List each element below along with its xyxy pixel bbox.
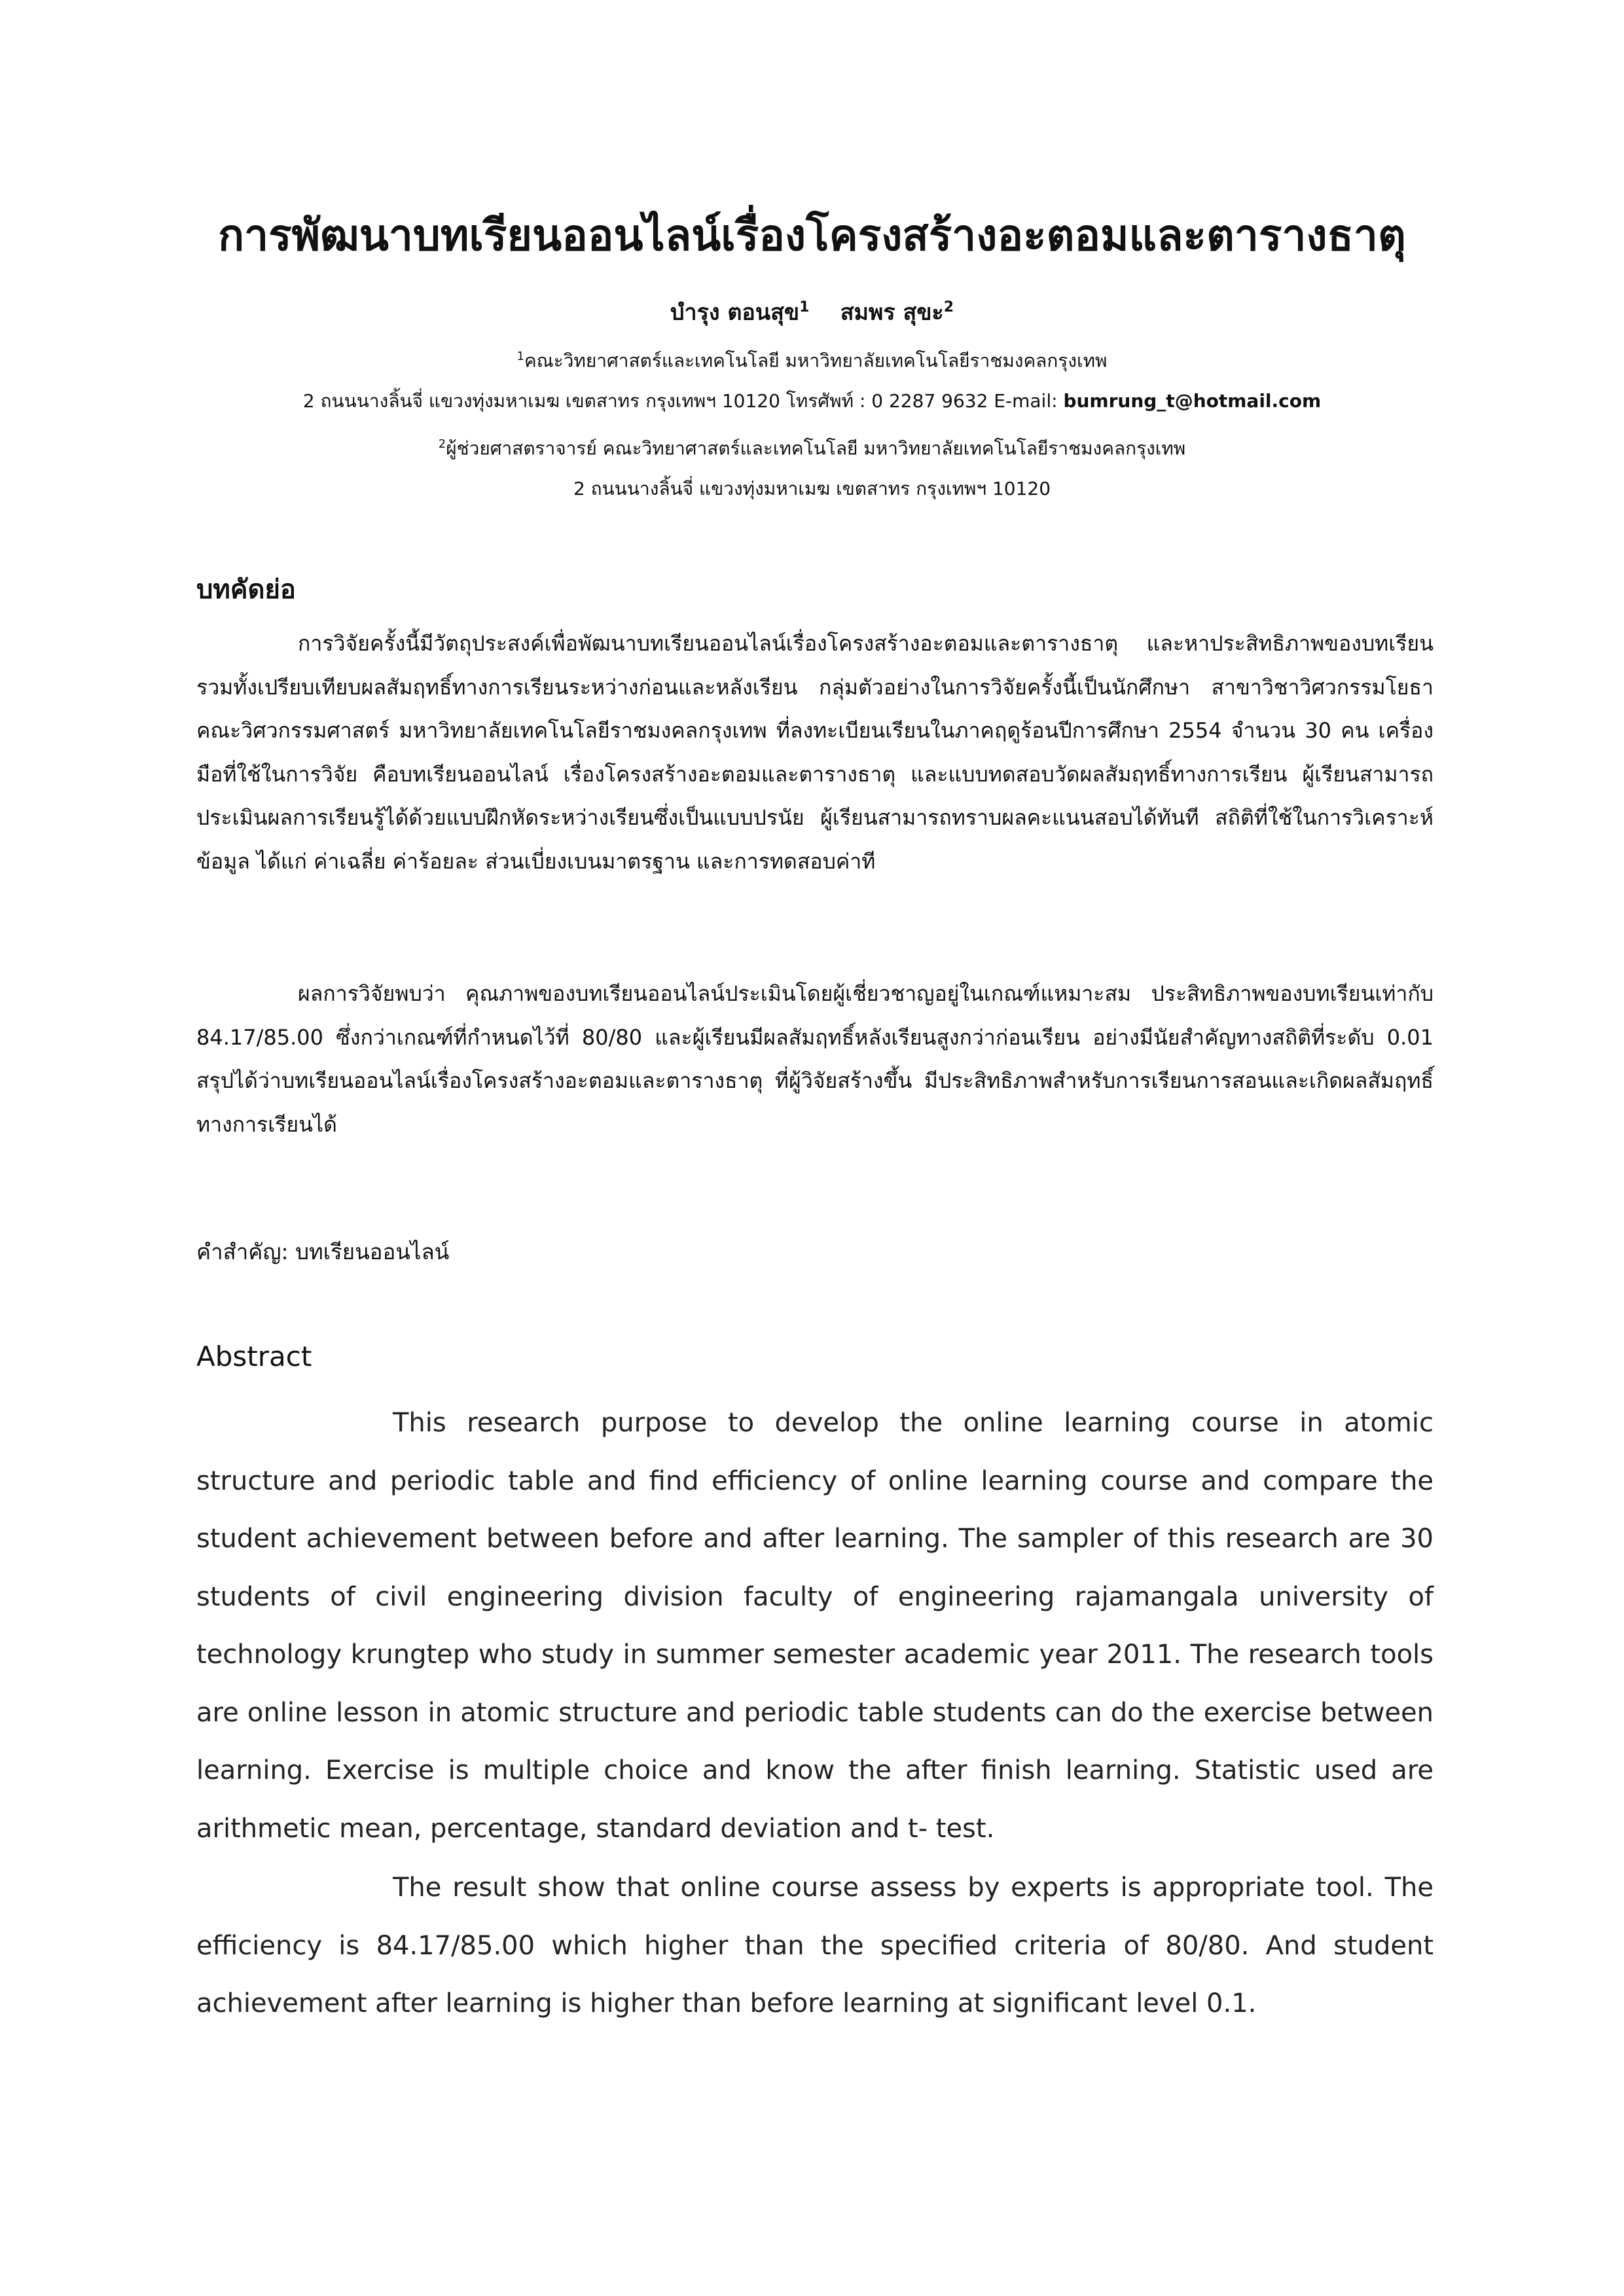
affiliation-1-superscript: 1 <box>516 350 524 363</box>
author-2: สมพร สุขะ <box>840 299 944 326</box>
abstract-th-paragraph-2: ผลการวิจัยพบว่า คุณภาพของบทเรียนออนไลน์ประเมินโดยผู้เชี่ยวชาญอยู่ในเกณฑ์แหมาะสม ประสิทธิภาพของบทเรียนเท่ากับ 84.17/85.00 ซึ่งกว่าเกณฑ์ที่กำหนดไว้ที่ 80/80 และผู้เรียนมีผลสัมฤทธิ์หลังเรียนสูงกว่าก่อนเรียน อย่างมีนัยสำคัญทางสถิติที่ระดับ 0.01 สรุปได้ว่าบทเรียนออนไลน์เรื่องโครงสร้างอะตอมและตารางธาตุ ที่ผู้วิจัยสร้างขึ้น มีประสิทธิภาพสำหรับการเรียนการสอนและเกิดผลสัมฤทธิ์ทางการเรียนได้ <box>196 981 1434 1137</box>
keywords: คำสำคัญ: บทเรียนออนไลน์ <box>196 1239 450 1265</box>
author-2-superscript: 2 <box>943 299 954 315</box>
affiliation-1-name: คณะวิทยาศาสตร์และเทคโนโลยี มหาวิทยาลัยเทคโนโลยีราชมงคลกรุงเทพ <box>524 350 1108 372</box>
affiliation-2-line-1 <box>170 428 1454 465</box>
affiliation-1-line-1 <box>170 340 1454 377</box>
abstract-th-heading: บทคัดย่อ <box>196 575 296 605</box>
affiliation-2-line-2 <box>170 473 1454 505</box>
affiliation-1-line-2 <box>170 385 1454 418</box>
affiliation-2-name: ผู้ช่วยศาสตราจารย์ คณะวิทยาศาสตร์และเทคโนโลยี มหาวิทยาลัยเทคโนโลยีราชมงคลกรุงเทพ <box>446 437 1186 459</box>
author-email: bumrung_t@hotmail.com <box>1063 390 1322 412</box>
paper-title: การพัฒนาบทเรียนออนไลน์เรื่องโครงสร้างอะตอมและตารางธาตุ <box>218 210 1406 260</box>
author-1-superscript: 1 <box>799 299 810 315</box>
abstract-th-paragraph-1: การวิจัยครั้งนี้มีวัตถุประสงค์เพื่อพัฒนาบทเรียนออนไลน์เรื่องโครงสร้างอะตอมและตารางธาตุ และหาประสิทธิภาพของบทเรียน รวมทั้งเปรียบเทียบผลสัมฤทธิ์ทางการเรียนระหว่างก่อนและหลังเรียน กลุ่มตัวอย่างในการวิจัยครั้งนี้เป็นนักศึกษา สาขาวิชาวิศวกรรมโยธา คณะวิศวกรรมศาสตร์ มหาวิทยาลัยเทคโนโลยีราชมงคลกรุงเทพ ที่ลงทะเบียนเรียนในภาคฤดูร้อนปีการศึกษา 2554 จำนวน 30 คน เครื่องมือที่ใช้ในการวิจัย คือบทเรียนออนไลน์ เรื่องโครงสร้างอะตอมและตารางธาตุ และแบบทดสอบวัดผลสัมฤทธิ์ทางการเรียน ผู้เรียนสามารถประเมินผลการเรียนรู้ได้ด้วยแบบฝึกหัดระหว่างเรียนซึ่งเป็นแบบปรนัย ผู้เรียนสามารถทราบผลคะแนนสอบได้ทันที สถิติที่ใช้ในการวิเคราะห์ข้อมูล ได้แก่ ค่าเฉลี่ย ค่าร้อยละ ส่วนเบี่ยงเบนมาตรฐาน และการทดสอบค่าที <box>196 631 1434 874</box>
affiliation-2-address: 2 ถนนนางลิ้นจี่ แขวงทุ่งมหาเมฆ เขตสาทร กรุงเทพฯ 10120 <box>573 478 1051 499</box>
affiliation-1-address: 2 ถนนนางลิ้นจี่ แขวงทุ่งมหาเมฆ เขตสาทร กรุงเทพฯ 10120 โทรศัพท์ : 0 2287 9632 E-mail: <box>302 390 1064 412</box>
abstract-en-paragraph-1: This research purpose to develop the online learning course in atomic structure and periodic table and find efficiency of online learning course and compare the student achievement between before and after learning. The sampler of this research are 30 students of civil engineering division faculty of engineering rajamangala university of technology krungtep who study in summer semester academic year 2011. The research tools are online lesson in atomic structure and periodic table students can do the exercise between learning. Exercise is multiple choice and know the after finish learning. Statistic used are arithmetic mean, percentage, standard deviation and t- test. <box>196 1408 1434 1844</box>
affiliation-2-superscript: 2 <box>438 437 446 451</box>
author-line <box>196 288 1428 332</box>
author-1: บำรุง ตอนสุข <box>670 299 800 326</box>
abstract-en-paragraph-2: The result show that online course assess by experts is appropriate tool. The efficiency is 84.17/85.00 which higher than the specified criteria of 80/80. And student achievement after learning is higher than before learning at significant level 0.1. <box>196 1873 1434 2018</box>
abstract-en-heading: Abstract <box>196 1340 312 1372</box>
